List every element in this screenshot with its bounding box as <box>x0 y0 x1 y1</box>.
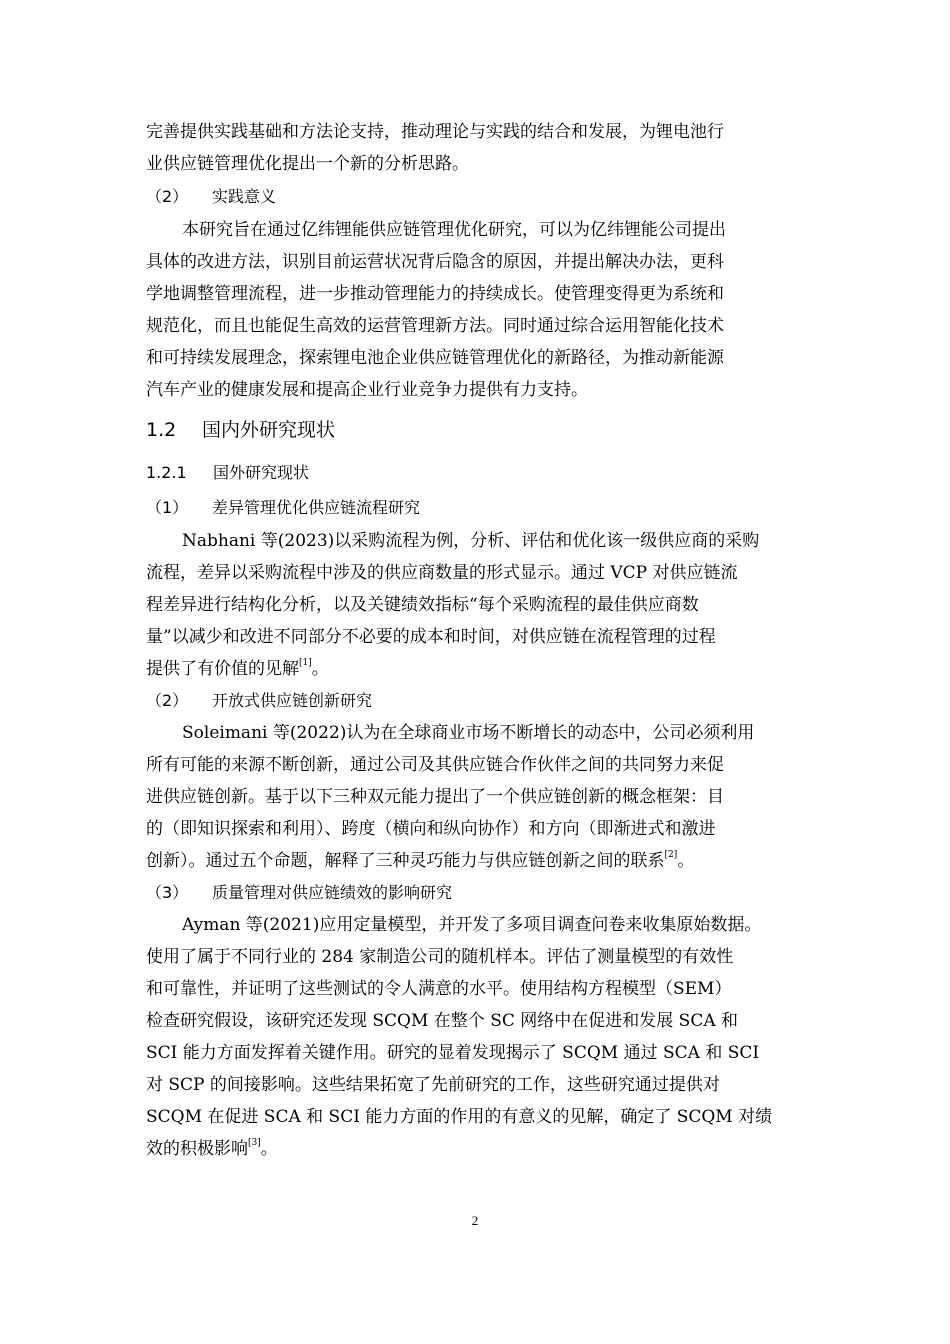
practical-heading <box>146 185 276 209</box>
citation-1[interactable]: [1] <box>299 658 312 668</box>
item2-end: 。 <box>677 851 695 871</box>
item2-number: （2） <box>146 691 189 710</box>
item2-line-1: Soleimani 等(2022)认为在全球商业市场不断增长的动态中，公司必须利用 <box>182 723 755 743</box>
practical-line-1: 本研究旨在通过亿纬锂能供应链管理优化研究，可以为亿纬锂能公司提出 <box>182 220 726 240</box>
item1-last-text: 提供了有价值的见解 <box>146 659 299 679</box>
subsection-heading-1-2-1 <box>146 461 309 485</box>
page-number: 2 <box>471 1213 479 1228</box>
item3-heading <box>146 881 452 905</box>
practical-line-3: 学地调整管理流程，进一步推动管理能力的持续成长。使管理变得更为系统和 <box>146 284 724 304</box>
item1-heading <box>146 496 420 520</box>
practical-line-6: 汽车产业的健康发展和提高企业行业竞争力提供有力支持。 <box>146 380 588 400</box>
practical-title: 实践意义 <box>212 187 277 206</box>
item1-line-1: Nabhani 等(2023)以采购流程为例，分析、评估和优化该一级供应商的采购 <box>182 531 760 551</box>
subsection-title: 国外研究现状 <box>213 463 310 482</box>
practical-line-5: 和可持续发展理念，探索锂电池企业供应链管理优化的新路径，为推动新能源 <box>146 348 724 368</box>
item1-end: 。 <box>311 659 329 679</box>
subsection-number: 1.2.1 <box>146 463 187 482</box>
item3-end: 。 <box>260 1139 278 1159</box>
item3-line-7: SCQM 在促进 SCA 和 SCI 能力方面的作用的有意义的见解，确定了 SCQM 对绩 <box>146 1107 773 1127</box>
section-title: 国内外研究现状 <box>202 419 336 441</box>
item2-line-5 <box>146 849 694 873</box>
item2-line-4: 的（即知识探索和利用）、跨度（横向和纵向协作）和方向（即渐进式和激进 <box>146 819 716 839</box>
item3-number: （3） <box>146 883 189 902</box>
practical-number: （2） <box>146 187 189 206</box>
item3-line-4: 检查研究假设，该研究还发现 SCQM 在整个 SC 网络中在促进和发展 SCA 和 <box>146 1011 739 1031</box>
item3-last-text: 效的积极影响 <box>146 1139 248 1159</box>
item1-line-5 <box>146 657 329 681</box>
practical-line-2: 具体的改进方法，识别目前运营状况背后隐含的原因，并提出解决办法，更科 <box>146 252 724 272</box>
item3-title: 质量管理对供应链绩效的影响研究 <box>212 883 453 902</box>
item1-title: 差异管理优化供应链流程研究 <box>212 498 421 517</box>
item3-line-6: 对 SCP 的间接影响。这些结果拓宽了先前研究的工作，这些研究通过提供对 <box>146 1075 720 1095</box>
item1-line-2: 流程，差异以采购流程中涉及的供应商数量的形式显示。通过 VCP 对供应链流 <box>146 563 738 583</box>
item2-heading <box>146 689 372 713</box>
citation-2[interactable]: [2] <box>664 850 678 860</box>
item2-line-2: 所有可能的来源不断创新，通过公司及其供应链合作伙伴之间的共同努力来促 <box>146 755 724 775</box>
item3-line-3: 和可靠性，并证明了这些测试的令人满意的水平。使用结构方程模型（SEM） <box>146 979 732 999</box>
item1-line-3: 程差异进行结构化分析，以及关键绩效指标“每个采购流程的最佳供应商数 <box>146 595 699 615</box>
intro-line-2: 业供应链管理优化提出一个新的分析思路。 <box>146 154 469 174</box>
citation-3[interactable]: [3] <box>248 1138 261 1148</box>
item3-line-1: Ayman 等(2021)应用定量模型，并开发了多项目调查问卷来收集原始数据。 <box>182 915 762 935</box>
section-heading-1-2 <box>146 418 335 442</box>
item3-line-2: 使用了属于不同行业的 284 家制造公司的随机样本。评估了测量模型的有效性 <box>146 947 734 967</box>
item1-line-4: 量”以减少和改进不同部分不必要的成本和时间，对供应链在流程管理的过程 <box>146 627 716 647</box>
item3-line-5: SCI 能力方面发挥着关键作用。研究的显着发现揭示了 SCQM 通过 SCA 和 SCI <box>146 1043 760 1063</box>
item1-number: （1） <box>146 498 189 517</box>
item2-line-3: 进供应链创新。基于以下三种双元能力提出了一个供应链创新的概念框架：目 <box>146 787 724 807</box>
intro-line-1: 完善提供实践基础和方法论支持，推动理论与实践的结合和发展，为锂电池行 <box>146 122 724 142</box>
practical-line-4: 规范化，而且也能促生高效的运营管理新方法。同时通过综合运用智能化技术 <box>146 316 724 336</box>
item2-title: 开放式供应链创新研究 <box>212 691 373 710</box>
section-number: 1.2 <box>146 419 177 441</box>
item2-last-text: 创新）。通过五个命题，解释了三种灵巧能力与供应链创新之间的联系 <box>146 851 665 871</box>
item3-line-8 <box>146 1137 278 1161</box>
